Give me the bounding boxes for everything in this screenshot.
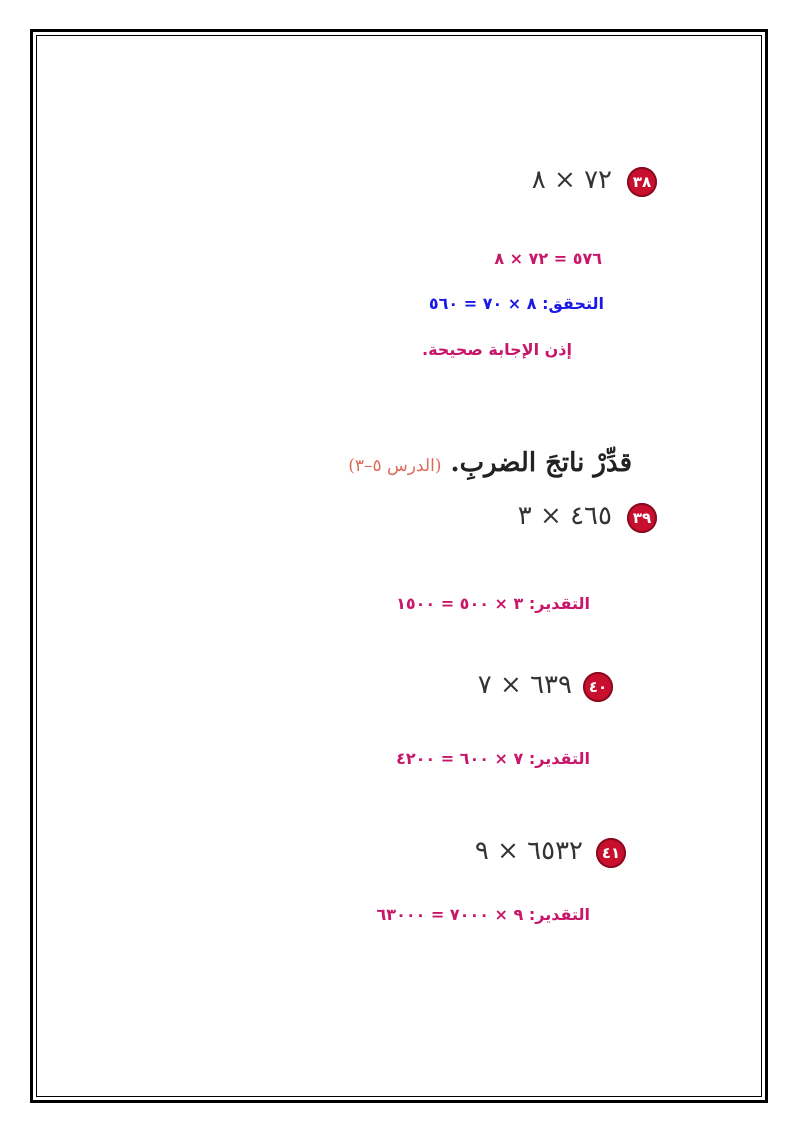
page-border-inner bbox=[36, 35, 762, 1097]
estimate-line: التقدير: ٣ × ٥٠٠ = ١٥٠٠ bbox=[396, 594, 590, 613]
solution-line: ٥٧٦ = ٧٢ × ٨ bbox=[494, 249, 602, 268]
problem-expression: ٦٣٩ × ٧ bbox=[477, 670, 572, 700]
problem-expression: ٦٥٣٢ × ٩ bbox=[474, 836, 583, 866]
problem-number-badge: ٣٨ bbox=[627, 167, 657, 197]
problem-number-badge: ٣٩ bbox=[627, 503, 657, 533]
check-line: التحقق: ٨ × ٧٠ = ٥٦٠ bbox=[428, 294, 604, 313]
section-heading bbox=[348, 448, 632, 478]
estimate-line: التقدير: ٧ × ٦٠٠ = ٤٢٠٠ bbox=[396, 749, 590, 768]
problem-expression: ٧٢ × ٨ bbox=[531, 165, 612, 195]
problem-number-badge: ٤١ bbox=[596, 838, 626, 868]
estimate-line: التقدير: ٩ × ٧٠٠٠ = ٦٣٠٠٠ bbox=[376, 905, 590, 924]
conclusion-line: إذن الإجابة صحيحة. bbox=[422, 340, 572, 359]
lesson-reference: (الدرس ٥–٣) bbox=[348, 456, 442, 476]
heading-title: قدِّرْ ناتجَ الضربِ. bbox=[450, 448, 632, 478]
problem-number-badge: ٤٠ bbox=[583, 672, 613, 702]
problem-expression: ٤٦٥ × ٣ bbox=[517, 501, 612, 531]
